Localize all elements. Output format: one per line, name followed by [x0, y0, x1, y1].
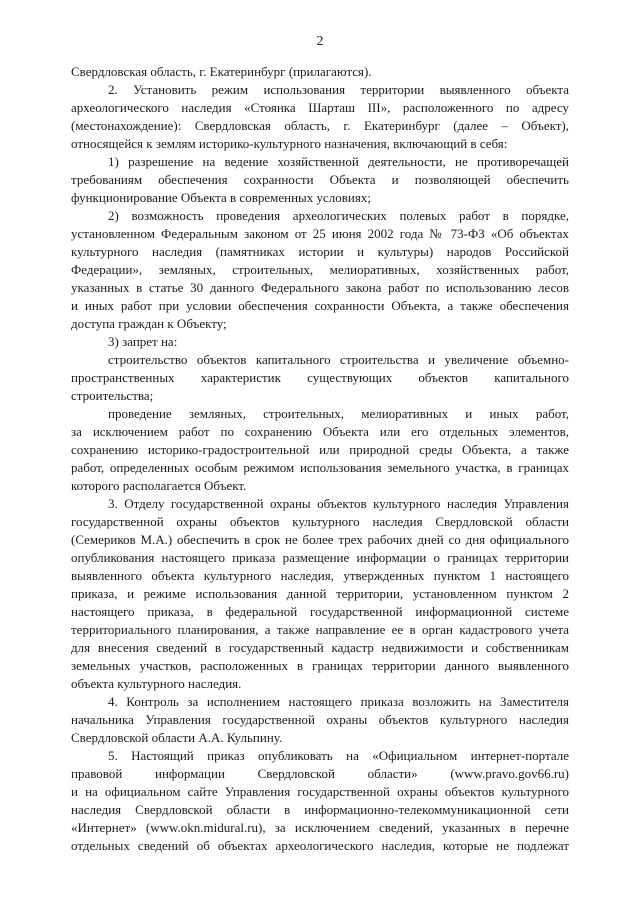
text-line: 4. Контроль за исполнением настоящего приказа возложить на Заместителя — [108, 694, 569, 709]
text-line: пространственных характеристик существующих объектов капитального — [71, 370, 569, 385]
text-line: проведение земляных, строительных, мелиоративных и иных работ, — [108, 406, 569, 421]
paragraph-item-4 — [71, 693, 569, 747]
text-line: археологического наследия «Стоянка Шарташ III», расположенного по адресу — [71, 100, 569, 115]
text-line: 3. Отделу государственной охраны объектов культурного наследия Управления — [108, 496, 569, 511]
text-line: 5. Настоящий приказ опубликовать на «Официальном интернет-портале — [108, 748, 569, 763]
text-line: «Интернет» (www.okn.midural.ru), за исключением сведений, указанных в перечне — [71, 820, 569, 835]
text-line: и иных работ при условии обеспечения сохранности Объекта, а также обеспечения — [71, 298, 569, 313]
text-line: работ, определенных особым режимом использования земельного участка, в границах — [71, 460, 569, 475]
text-line: доступа граждан к Объекту; — [71, 316, 227, 331]
text-line: 2. Установить режим использования территории выявленного объекта — [108, 82, 569, 97]
text-line: Свердловская область, г. Екатеринбург (прилагаются). — [71, 64, 372, 79]
text-line: (местонахождение): Свердловская область, г. Екатеринбург (далее – Объект), — [71, 118, 569, 133]
text-line: строительства; — [71, 388, 154, 403]
paragraph-continuation — [71, 63, 569, 81]
text-line: (Семериков М.А.) обеспечить в срок не более трех рабочих дней со дня официального — [71, 532, 569, 547]
text-line: государственной охраны объектов культурного наследия Свердловской области — [71, 514, 569, 529]
text-line: опубликования настоящего приказа размещение информации о границах территории — [71, 550, 569, 565]
text-line: Свердловской области А.А. Кульпину. — [71, 730, 283, 745]
text-line: наследия Свердловской области в информационно-телекоммуникационной сети — [71, 802, 569, 817]
text-line: строительство объектов капитального строительства и увеличение объемно- — [108, 352, 569, 367]
text-line: 3) запрет на: — [108, 334, 178, 349]
text-line: объекта культурного наследия. — [71, 676, 242, 691]
paragraph-item-2 — [71, 81, 569, 153]
text-line: приказа, и режиме использования данной территории, установленном пунктом 2 — [71, 586, 569, 601]
text-line: начальника Управления государственной охраны объектов культурного наследия — [71, 712, 569, 727]
text-line: и на официальном сайте Управления государственной охраны объектов культурного — [71, 784, 569, 799]
text-line: 1) разрешение на ведение хозяйственной деятельности, не противоречащей — [108, 154, 569, 169]
text-line: которого располагается Объект. — [71, 478, 247, 493]
paragraph-item-5 — [71, 747, 569, 855]
paragraph-item-3 — [71, 495, 569, 693]
text-line: функционирование Объекта в современных условиях; — [71, 190, 371, 205]
text-line: требованиям обеспечения сохранности Объекта и позволяющей обеспечить — [71, 172, 569, 187]
text-line: настоящего приказа, в федеральной государственной информационной системе — [71, 604, 569, 619]
text-line: указанных в статье 30 данного Федерального закона работ по использованию лесов — [71, 280, 569, 295]
text-line: Федерации», земляных, строительных, мелиоративных, хозяйственных работ, — [71, 262, 569, 277]
text-line: выявленного объекта культурного наследия, утвержденных пунктом 1 настоящего — [71, 568, 569, 583]
paragraph-prohibition-works — [71, 405, 569, 495]
text-line: сохранению историко-градостроительной или природной среды Объекта, а также — [71, 442, 569, 457]
paragraph-subitem-1 — [71, 153, 569, 207]
text-line: относящейся к землям историко-культурного назначения, включающий в себя: — [71, 136, 508, 151]
text-line: за исключением работ по сохранению Объекта или его отдельных элементов, — [71, 424, 569, 439]
paragraph-prohibition-construction — [71, 351, 569, 405]
text-line: 2) возможность проведения археологических полевых работ в порядке, — [108, 208, 569, 223]
page-number: 2 — [316, 34, 324, 49]
text-line: земельных участков, расположенных в границах территории данного выявленного — [71, 658, 569, 673]
text-line: культурного наследия (памятниках истории и культуры) народов Российской — [71, 244, 569, 259]
text-line: правовой информации Свердловской области» (www.pravo.gov66.ru) — [71, 766, 569, 781]
paragraph-subitem-2 — [71, 207, 569, 333]
text-line: для внесения сведений в государственный кадастр недвижимости и собственникам — [71, 640, 569, 655]
text-line: территориального планирования, а также направление ее в орган кадастрового учета — [71, 622, 569, 637]
text-line: установленном Федеральным законом от 25 июня 2002 года № 73-ФЗ «Об объектах — [71, 226, 569, 241]
document-body — [71, 63, 569, 855]
text-line: отдельных сведений об объектах археологического наследия, которые не подлежат — [71, 838, 569, 853]
paragraph-subitem-3 — [71, 333, 569, 351]
